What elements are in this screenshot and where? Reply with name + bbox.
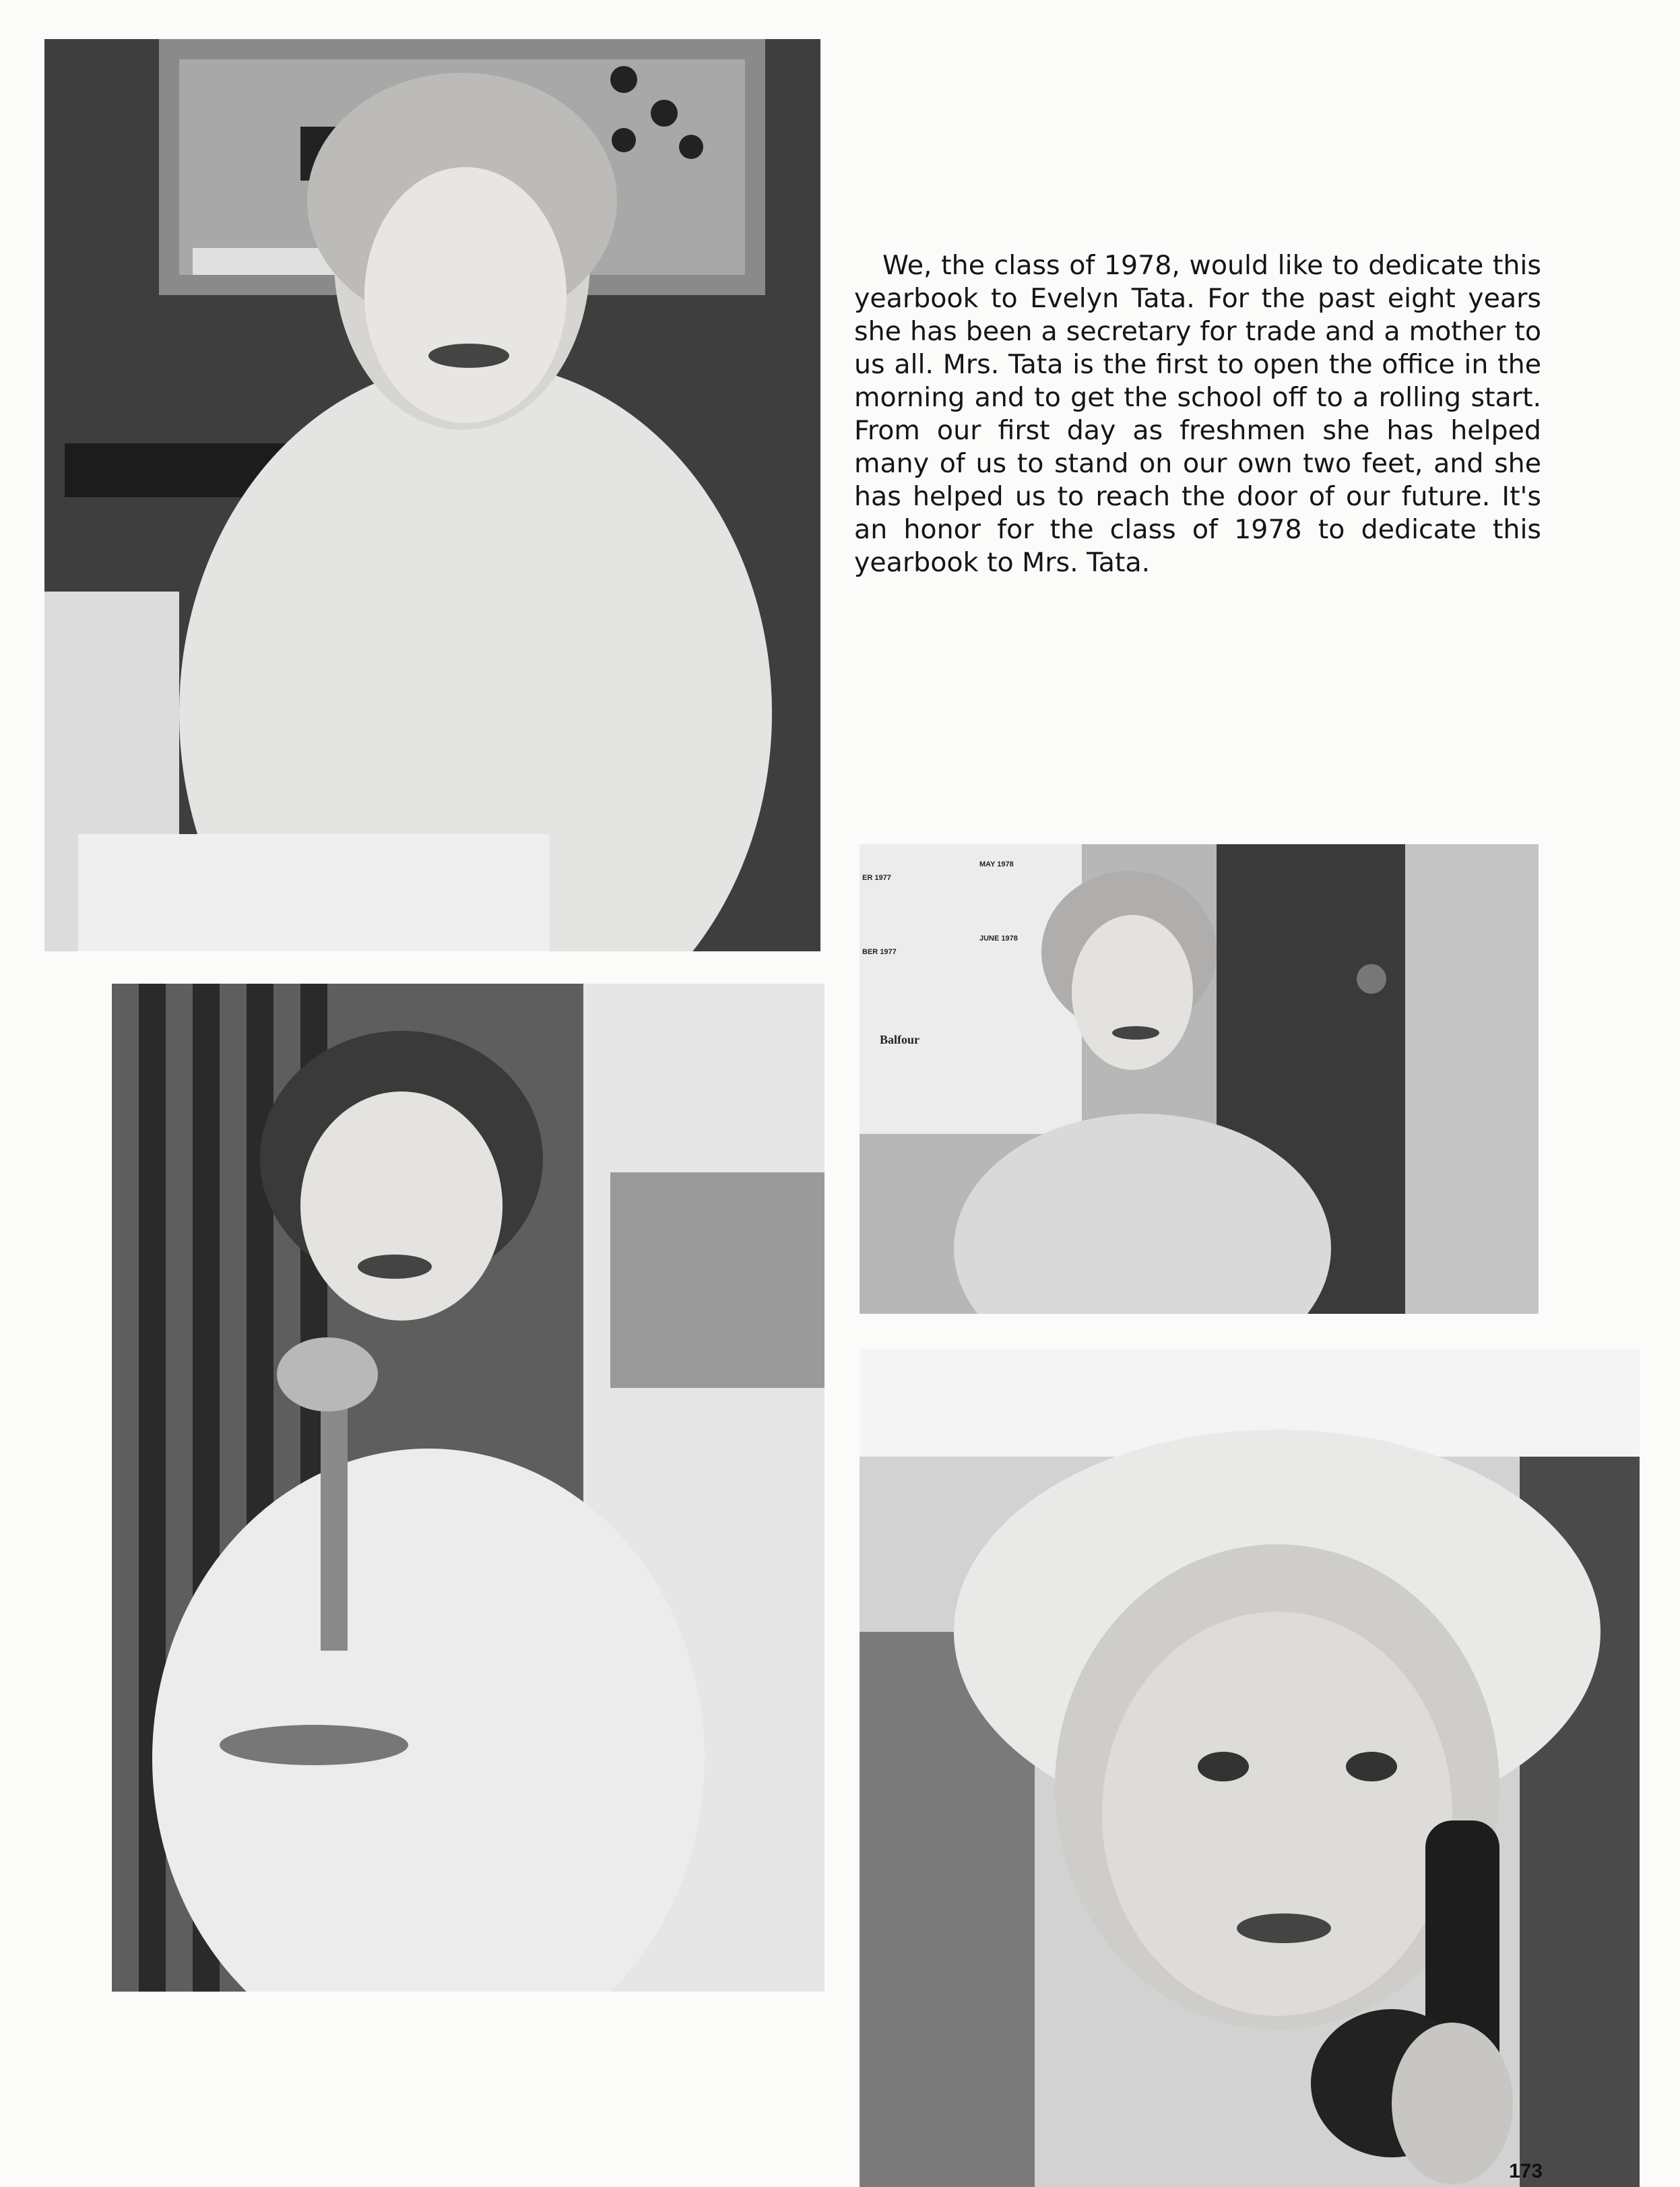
dedication-text: We, the class of 1978, would like to dedicate this yearbook to Evelyn Tata. For the past eight years she has been a secretary for trade and a mother to us all. Mrs. Tata is the first to open the office in the morning and to get the school off to a rolling start. From our first day as freshmen she has helped many of us to stand on our own two feet, and she has helped us to reach the door of our future. It's an honor for the class of 1978 to dedicate this yearbook to Mrs. Tata.: [854, 250, 1541, 578]
calendar-month-label: BER 1977: [862, 948, 897, 956]
calendar-month-label: MAY 1978: [979, 860, 1014, 868]
calendar-month-label: JUNE 1978: [979, 934, 1018, 943]
photo-woman-with-microphone: [112, 984, 825, 1992]
calendar-month-label: ER 1977: [862, 874, 891, 882]
page-number: 173: [1509, 2160, 1543, 2182]
calendar-brand-text: Balfour: [880, 1033, 920, 1046]
photo-woman-at-desk: [44, 39, 820, 951]
photo-woman-on-telephone: [860, 1349, 1640, 2187]
photo-woman-with-calendar: [860, 844, 1539, 1314]
